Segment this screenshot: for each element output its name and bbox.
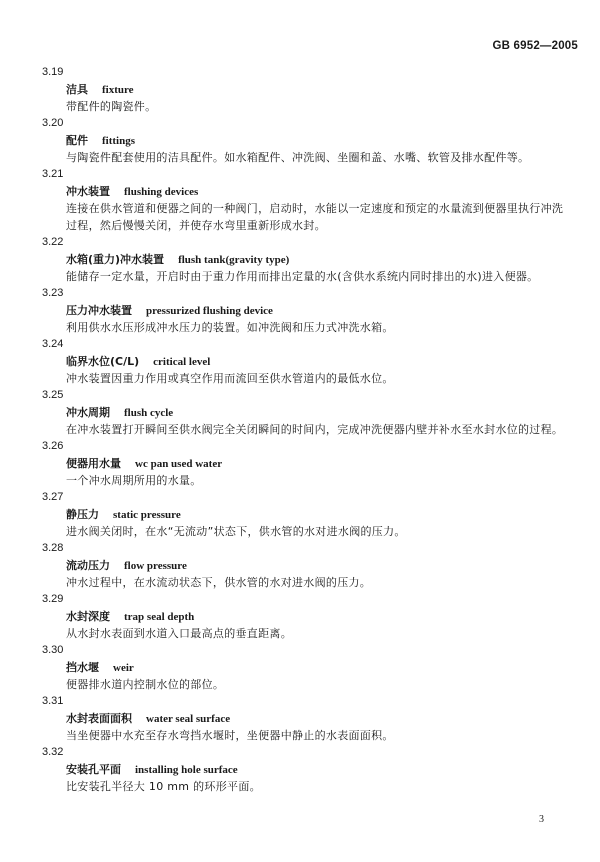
term-title-en: fittings bbox=[102, 135, 135, 147]
term-title-zh: 安装孔平面 bbox=[66, 763, 121, 776]
term-title-en: flow pressure bbox=[124, 560, 187, 572]
term-definition: 能储存一定水量，开启时由于重力作用而排出定量的水(含供水系统内同时排出的水)进入便器。 bbox=[66, 270, 539, 283]
term-title bbox=[42, 353, 564, 370]
term-number: 3.28 bbox=[42, 542, 64, 554]
term-3-27 bbox=[42, 489, 564, 540]
term-3-29 bbox=[42, 591, 564, 642]
page-number: 3 bbox=[539, 814, 544, 825]
term-title-en: critical level bbox=[153, 356, 211, 368]
term-title-zh: 冲水装置 bbox=[66, 185, 110, 198]
term-title-en: installing hole surface bbox=[135, 764, 238, 776]
term-3-31 bbox=[42, 693, 564, 744]
term-number: 3.27 bbox=[42, 491, 64, 503]
term-number: 3.21 bbox=[42, 168, 64, 180]
term-number: 3.19 bbox=[42, 66, 64, 78]
term-number: 3.20 bbox=[42, 117, 64, 129]
term-title-zh: 流动压力 bbox=[66, 559, 110, 572]
term-definition: 冲水装置因重力作用或真空作用而流回至供水管道内的最低水位。 bbox=[66, 372, 394, 385]
term-title bbox=[42, 710, 564, 727]
term-definition: 利用供水水压形成冲水压力的装置。如冲洗阀和压力式冲洗水箱。 bbox=[66, 321, 394, 334]
term-title bbox=[42, 81, 564, 98]
term-title-zh: 冲水周期 bbox=[66, 406, 110, 419]
term-3-20 bbox=[42, 115, 564, 166]
term-definition: 当坐便器中水充至存水弯挡水堰时，坐便器中静止的水表面面积。 bbox=[66, 729, 394, 742]
standard-code: GB 6952—2005 bbox=[492, 40, 578, 52]
term-definition: 带配件的陶瓷件。 bbox=[66, 100, 157, 113]
term-definition: 比安装孔半径大 10 mm 的环形平面。 bbox=[66, 780, 261, 793]
term-title bbox=[42, 404, 564, 421]
term-title-en: flush tank(gravity type) bbox=[178, 254, 290, 266]
term-title bbox=[42, 557, 564, 574]
term-definition: 与陶瓷件配套使用的洁具配件。如水箱配件、冲洗阀、坐圈和盖、水嘴、软管及排水配件等。 bbox=[66, 151, 530, 164]
term-number: 3.30 bbox=[42, 644, 64, 656]
term-number: 3.31 bbox=[42, 695, 64, 707]
term-number: 3.23 bbox=[42, 287, 64, 299]
term-title-zh: 临界水位(C/L) bbox=[66, 355, 140, 368]
term-title-zh: 便器用水量 bbox=[66, 457, 121, 470]
term-3-23 bbox=[42, 285, 564, 336]
term-title bbox=[42, 455, 564, 472]
term-3-21 bbox=[42, 166, 564, 234]
term-3-19 bbox=[42, 64, 564, 115]
term-title-en: water seal surface bbox=[146, 713, 231, 725]
term-definition: 便器排水道内控制水位的部位。 bbox=[66, 678, 225, 691]
term-title-zh: 洁具 bbox=[66, 83, 88, 96]
term-number: 3.26 bbox=[42, 440, 64, 452]
term-title bbox=[42, 183, 564, 200]
term-number: 3.29 bbox=[42, 593, 64, 605]
term-title-en: wc pan used water bbox=[135, 458, 223, 470]
term-title-en: pressurized flushing device bbox=[146, 305, 273, 317]
term-number: 3.25 bbox=[42, 389, 64, 401]
term-title-zh: 水封表面面积 bbox=[66, 712, 132, 725]
term-title bbox=[42, 659, 564, 676]
term-title-zh: 水封深度 bbox=[66, 610, 110, 623]
term-number: 3.24 bbox=[42, 338, 64, 350]
term-title bbox=[42, 132, 564, 149]
term-title bbox=[42, 608, 564, 625]
term-title-zh: 静压力 bbox=[66, 508, 99, 521]
term-definition: 一个冲水周期所用的水量。 bbox=[66, 474, 202, 487]
term-3-24 bbox=[42, 336, 564, 387]
term-definition: 在冲水装置打开瞬间至供水阀完全关闭瞬间的时间内，完成冲洗便器内壁并补水至水封水位的过程。 bbox=[66, 423, 564, 436]
term-3-28 bbox=[42, 540, 564, 591]
terms-list bbox=[42, 64, 564, 795]
term-title-en: weir bbox=[113, 662, 134, 674]
term-definition: 进水阀关闭时，在水“无流动”状态下，供水管的水对进水阀的压力。 bbox=[66, 525, 406, 538]
term-title-en: trap seal depth bbox=[124, 611, 195, 623]
term-definition: 从水封水表面到水道入口最高点的垂直距离。 bbox=[66, 627, 292, 640]
term-title-en: fixture bbox=[102, 84, 134, 96]
term-3-25 bbox=[42, 387, 564, 438]
term-3-26 bbox=[42, 438, 564, 489]
term-title-en: flushing devices bbox=[124, 186, 199, 198]
term-title-zh: 挡水堰 bbox=[66, 661, 99, 674]
term-title-zh: 压力冲水装置 bbox=[66, 304, 132, 317]
term-title-en: static pressure bbox=[113, 509, 181, 521]
term-title-zh: 水箱(重力)冲水装置 bbox=[66, 253, 165, 266]
term-3-22 bbox=[42, 234, 564, 285]
term-title bbox=[42, 251, 564, 268]
term-number: 3.32 bbox=[42, 746, 64, 758]
term-3-30 bbox=[42, 642, 564, 693]
term-number: 3.22 bbox=[42, 236, 64, 248]
term-title bbox=[42, 761, 564, 778]
term-title bbox=[42, 506, 564, 523]
term-title-zh: 配件 bbox=[66, 134, 88, 147]
term-title-en: flush cycle bbox=[124, 407, 174, 419]
term-definition: 冲水过程中，在水流动状态下，供水管的水对进水阀的压力。 bbox=[66, 576, 372, 589]
term-title bbox=[42, 302, 564, 319]
term-3-32 bbox=[42, 744, 564, 795]
term-definition: 连接在供水管道和便器之间的一种阀门，启动时，水能以一定速度和预定的水量流到便器里执行冲洗过程，然后慢慢关闭，并使存水弯里重新形成水封。 bbox=[66, 202, 564, 232]
